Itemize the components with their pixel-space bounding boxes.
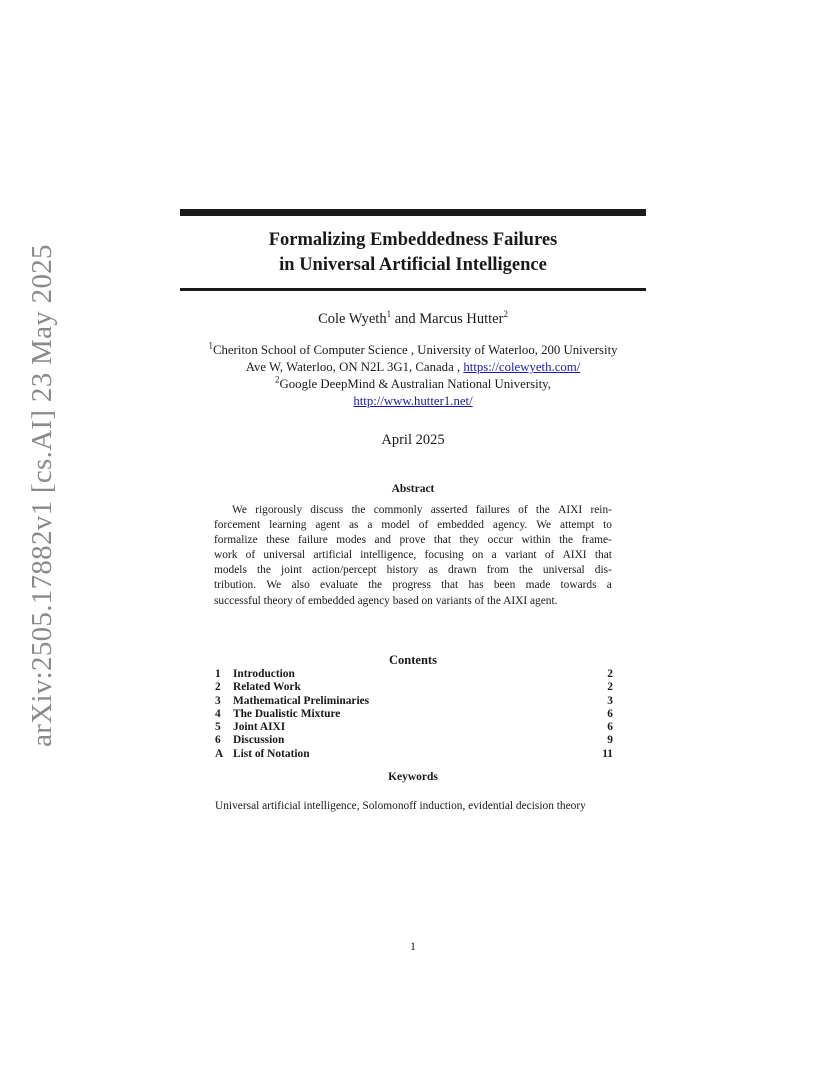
toc-entry-title: Introduction — [233, 668, 295, 680]
toc-entry-page: 9 — [607, 734, 613, 747]
abstract-line: tribution. We also evaluate the progress that has been made towards a — [214, 579, 612, 592]
abstract-line: We rigorously discuss the commonly asserted failures of the AIXI rein- — [232, 504, 612, 516]
abstract-line: formalize these failure modes and prove that they occur within the frame- — [214, 534, 612, 547]
toc-entry[interactable] — [215, 721, 613, 734]
author-name: Marcus Hutter — [419, 311, 504, 327]
toc-entry-number: 5 — [215, 721, 221, 734]
toc-entry-number: 1 — [215, 668, 221, 680]
toc-entry[interactable] — [215, 695, 613, 708]
paper-title — [180, 228, 646, 278]
title-line-1: Formalizing Embeddedness Failures — [268, 230, 558, 250]
affiliation-marker: 2 — [275, 374, 280, 385]
affiliation-marker: 1 — [386, 309, 392, 320]
arxiv-side-stamp — [18, 244, 66, 747]
toc-entry[interactable] — [215, 668, 613, 681]
title-bottom-rule — [180, 288, 646, 291]
toc-entry-page: 6 — [607, 721, 613, 734]
author2-homepage-link[interactable]: http://www.hutter1.net/ — [353, 394, 473, 408]
affiliation-line: $^1$Cheriton School of Computer Science , University of Waterloo, 200 University — [208, 340, 618, 357]
affiliation-line: $^2$Google DeepMind & Australian National University, — [275, 374, 551, 391]
author1-homepage-link[interactable]: https://colewyeth.com/ — [463, 360, 581, 374]
publication-date: April 2025 — [381, 432, 445, 448]
toc-entry-title: The Dualistic Mixture — [233, 707, 341, 720]
toc-entry-title: Related Work — [233, 681, 301, 694]
affiliation-marker: 1 — [208, 340, 213, 351]
toc-entry-title: Discussion — [233, 734, 285, 747]
abstract-line: successful theory of embedded agency based on variants of the AIXI agent. — [214, 594, 558, 607]
toc-entry-title: Joint AIXI — [233, 721, 286, 734]
page-number: 1 — [410, 939, 416, 953]
toc-entry[interactable] — [215, 748, 613, 761]
affiliation-line: Ave W, Waterloo, ON N2L 3G1, Canada , https://colewyeth.com/ — [245, 360, 581, 374]
toc-entry-title: List of Notation — [233, 747, 310, 760]
keywords-text: Universal artificial intelligence, Solomonoff induction, evidential decision theory — [215, 800, 586, 812]
toc-entry-number: 4 — [215, 707, 221, 720]
keywords-heading: Keywords — [388, 771, 438, 783]
toc-entry-page: 6 — [607, 707, 613, 720]
abstract-line: work of universal artificial intelligence, focusing on a variant of AIXI that — [214, 549, 612, 562]
toc-entry-page: 2 — [607, 668, 613, 680]
toc-entry-page: 2 — [607, 681, 613, 694]
toc-entry-page: 3 — [607, 694, 613, 707]
affiliation-line — [176, 393, 650, 410]
abstract-body — [214, 503, 612, 609]
affiliation-marker: 2 — [503, 309, 508, 320]
author-conjunction: and — [391, 311, 420, 327]
toc-entry-number: 3 — [215, 694, 221, 707]
affiliations — [176, 342, 650, 410]
abstract-heading: Abstract — [391, 483, 435, 495]
author-name: Cole Wyeth — [318, 311, 387, 327]
author-list — [180, 311, 646, 328]
toc-entry-number: 2 — [215, 681, 221, 694]
toc-entry-page: 11 — [602, 747, 613, 760]
abstract-line: forcement learning agent as a model of embedded agency. We attempt to — [214, 519, 612, 532]
title-line-2: in Universal Artificial Intelligence — [279, 255, 547, 275]
toc-entry[interactable] — [215, 681, 613, 694]
toc-entry-title: Mathematical Preliminaries — [233, 694, 370, 707]
toc-entry-number: A — [215, 747, 224, 760]
toc-entry[interactable] — [215, 708, 613, 721]
toc-entry-number: 6 — [215, 734, 221, 747]
contents-heading: Contents — [389, 653, 437, 667]
title-top-rule — [180, 209, 646, 216]
toc-entry[interactable] — [215, 734, 613, 747]
table-of-contents — [215, 668, 613, 761]
abstract-line: models the joint action/percept history as drawn from the universal dis- — [214, 564, 612, 577]
arxiv-identifier: arXiv:2505.17882v1 [cs.AI] 23 May 2025 — [25, 244, 58, 747]
